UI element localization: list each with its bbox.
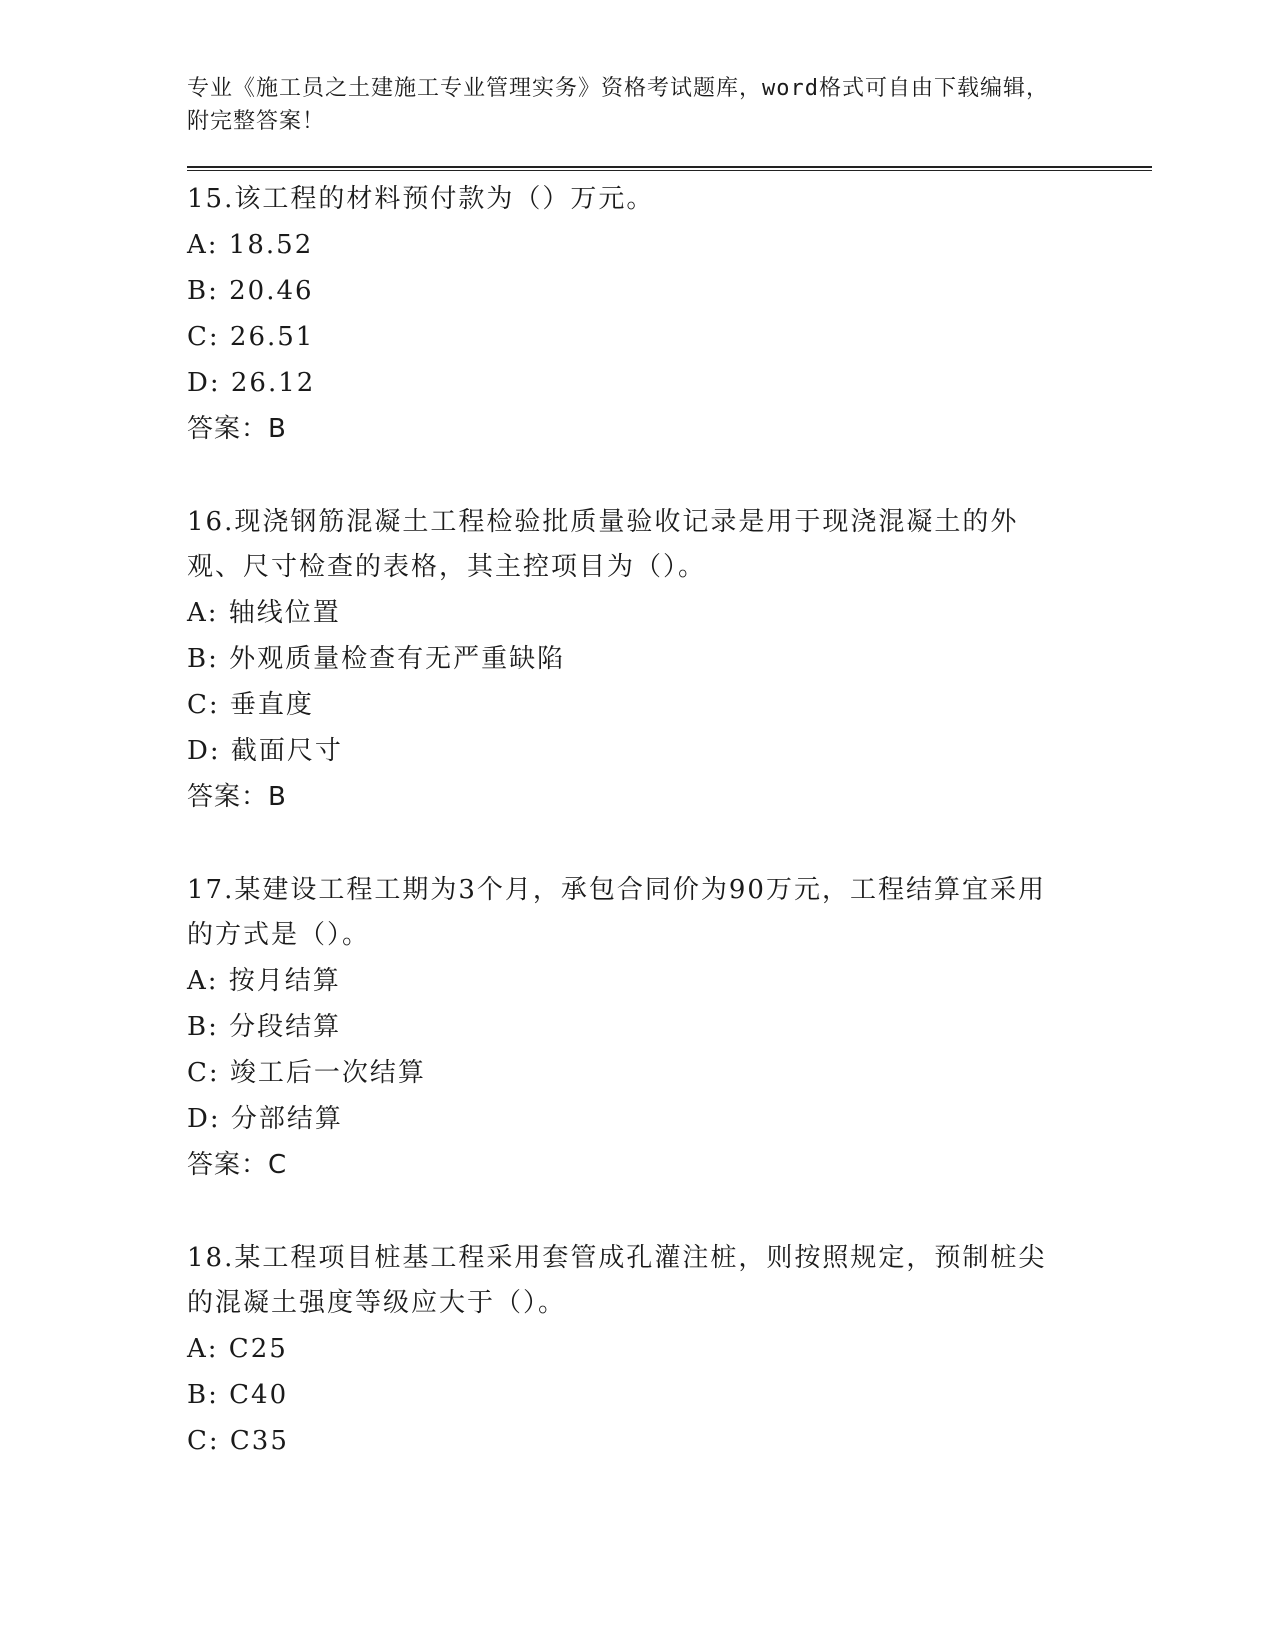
option-a: A: 18.52 — [187, 230, 314, 260]
question-stem: 16.现浇钢筋混凝土工程检验批质量验收记录是用于现浇混凝土的外观、尺寸检查的表格，其主控项目为（）。 — [187, 507, 1019, 582]
option-c: C: 竣工后一次结算 — [187, 1058, 426, 1088]
option-d: D: 分部结算 — [187, 1104, 343, 1134]
option-b: B: 20.46 — [187, 276, 314, 306]
question-stem: 18.某工程项目桩基工程采用套管成孔灌注桩，则按照规定，预制桩尖的混凝土强度等级应大于（）。 — [187, 1243, 1047, 1318]
option-c: C: 垂直度 — [187, 690, 314, 720]
option-d: D: 截面尺寸 — [187, 736, 343, 766]
question-stem: 17.某建设工程工期为3个月，承包合同价为90万元，工程结算宜采用的方式是（）。 — [187, 875, 1046, 950]
question-item — [187, 868, 1152, 1188]
question-item — [187, 500, 1152, 820]
answer-label: 答案：C — [187, 1150, 288, 1180]
document-header: 专业《施工员之土建施工专业管理实务》资格考试题库，word格式可自由下载编辑，附完整答案！ — [187, 76, 1049, 134]
option-b: B: C40 — [187, 1380, 289, 1410]
option-d: D: 26.12 — [187, 368, 316, 398]
answer-label: 答案：B — [187, 782, 287, 812]
option-c: C: C35 — [187, 1426, 289, 1456]
option-b: B: 外观质量检查有无严重缺陷 — [187, 644, 566, 674]
answer-label: 答案：B — [187, 414, 287, 444]
question-item — [187, 1236, 1152, 1464]
option-a: A: 轴线位置 — [187, 598, 341, 628]
option-b: B: 分段结算 — [187, 1012, 342, 1042]
option-c: C: 26.51 — [187, 322, 315, 352]
question-stem: 15.该工程的材料预付款为（）万元。 — [187, 184, 655, 214]
question-item — [187, 177, 1152, 452]
option-a: A: 按月结算 — [187, 966, 341, 996]
header-divider — [187, 166, 1152, 171]
document-page — [187, 72, 1152, 1512]
option-a: A: C25 — [187, 1334, 288, 1364]
question-list — [187, 177, 1152, 1464]
